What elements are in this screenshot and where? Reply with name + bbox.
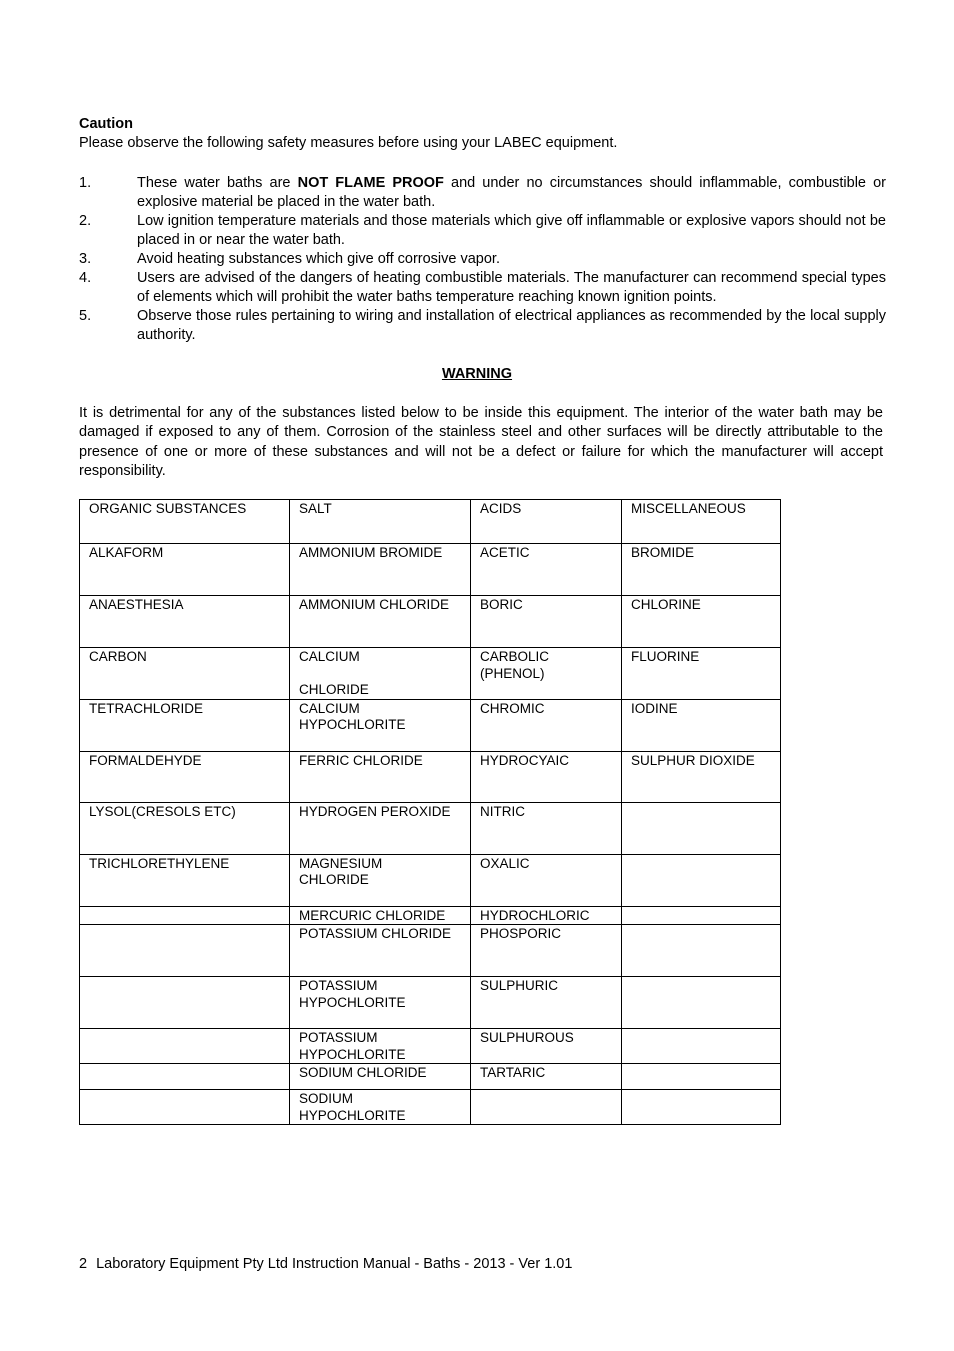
- table-row: [80, 1064, 781, 1090]
- list-item-emphasis: NOT FLAME PROOF: [297, 175, 444, 191]
- substances-table: [79, 499, 781, 1125]
- list-item: [79, 174, 886, 212]
- warning-heading: WARNING: [441, 366, 513, 382]
- caution-intro: Please observe the following safety measures before using your LABEC equipment.: [79, 135, 618, 151]
- list-item-text-part: Avoid heating substances which give off corrosive vapor.: [137, 251, 500, 267]
- table-cell: AMMONIUM CHLORIDE: [290, 596, 471, 648]
- caution-heading: Caution: [79, 116, 133, 132]
- table-cell: NITRIC: [471, 802, 622, 854]
- table-header-cell: SALT: [290, 500, 471, 544]
- table-cell: LYSOL(CRESOLS ETC): [80, 802, 290, 854]
- table-cell: [622, 1090, 781, 1125]
- table-cell: ACETIC: [471, 544, 622, 596]
- table-cell: CARBOLIC (PHENOL): [471, 648, 622, 700]
- list-item: [79, 212, 886, 250]
- table-cell: HYDROGEN PEROXIDE: [290, 802, 471, 854]
- table-cell: CHROMIC: [471, 699, 622, 751]
- table-cell: FORMALDEHYDE: [80, 751, 290, 802]
- table-cell: CALCIUM HYPOCHLORITE: [290, 699, 471, 751]
- table-cell: TETRACHLORIDE: [80, 699, 290, 751]
- table-cell: SODIUM CHLORIDE: [290, 1064, 471, 1090]
- table-row: [80, 544, 781, 596]
- table-cell: SULPHUR DIOXIDE: [622, 751, 781, 802]
- list-item: [79, 307, 886, 345]
- list-item-number: 3.: [79, 251, 92, 267]
- table-cell: CHLORINE: [622, 596, 781, 648]
- table-row: [80, 906, 781, 925]
- list-item-number: 5.: [79, 308, 92, 324]
- table-header-cell: ACIDS: [471, 500, 622, 544]
- table-cell: BROMIDE: [622, 544, 781, 596]
- footer-text: Laboratory Equipment Pty Ltd Instruction Manual - Baths - 2013 - Ver 1.01: [96, 1256, 573, 1272]
- table-row: [80, 925, 781, 977]
- page-number: 2: [79, 1256, 88, 1272]
- table-cell: [622, 802, 781, 854]
- list-item: [79, 269, 886, 307]
- list-item-number: 4.: [79, 270, 92, 286]
- table-cell: TARTARIC: [471, 1064, 622, 1090]
- table-row: [80, 751, 781, 802]
- table-cell: ALKAFORM: [80, 544, 290, 596]
- table-header-row: [80, 500, 781, 544]
- table-row: [80, 802, 781, 854]
- table-cell: HYDROCHLORIC: [471, 906, 622, 925]
- table-cell: CALCIUM CHLORIDE: [290, 648, 471, 700]
- table-row: [80, 1029, 781, 1064]
- table-cell: BORIC: [471, 596, 622, 648]
- table-cell: POTASSIUM HYPOCHLORITE: [290, 1029, 471, 1064]
- table-cell: [471, 1090, 622, 1125]
- table-cell: SODIUM HYPOCHLORITE: [290, 1090, 471, 1125]
- warning-paragraph: It is detrimental for any of the substances listed below to be inside this equipment. The interior of the water bath may be damaged if exposed to any of them. Corrosion of the stainless steel and other surfaces will be directly attributable to the presence of one or more of these substances and will not be a defect or failure for which the manufacturer will accept responsibility.: [79, 405, 883, 479]
- list-item-number: 2.: [79, 213, 92, 229]
- table-header-cell: MISCELLANEOUS: [622, 500, 781, 544]
- page-footer: [79, 1256, 572, 1272]
- table-cell: IODINE: [622, 699, 781, 751]
- list-item-number: 1.: [79, 175, 92, 191]
- table-cell: CARBON: [80, 648, 290, 700]
- table-cell: HYDROCYAIC: [471, 751, 622, 802]
- table-row: [80, 977, 781, 1029]
- list-item: [79, 250, 886, 269]
- table-cell: [80, 1064, 290, 1090]
- table-row: [80, 1090, 781, 1125]
- table-row: [80, 854, 781, 906]
- table-row: [80, 596, 781, 648]
- table-cell: [622, 977, 781, 1029]
- table-cell: [80, 977, 290, 1029]
- list-item-text-part: and under no circumstances should inflammable, combustible or explosive material be placed in the water bath.: [137, 175, 886, 210]
- table-cell: [622, 1064, 781, 1090]
- list-item-text: [137, 307, 886, 345]
- list-item-text: [137, 174, 886, 212]
- table-row: [80, 648, 781, 700]
- table-cell: SULPHUROUS: [471, 1029, 622, 1064]
- table-cell: [80, 1090, 290, 1125]
- table-cell: [622, 925, 781, 977]
- table-cell: POTASSIUM HYPOCHLORITE: [290, 977, 471, 1029]
- list-item-text: [137, 269, 886, 307]
- list-item-text-part: Observe those rules pertaining to wiring and installation of electrical appliances as recommended by the local supply authority.: [137, 308, 886, 343]
- table-cell: FERRIC CHLORIDE: [290, 751, 471, 802]
- list-item-text: [137, 212, 886, 250]
- table-row: [80, 699, 781, 751]
- table-cell: [80, 1029, 290, 1064]
- table-cell: FLUORINE: [622, 648, 781, 700]
- table-cell: MAGNESIUM CHLORIDE: [290, 854, 471, 906]
- list-item-text-part: Users are advised of the dangers of heating combustible materials. The manufacturer can recommend special types of elements which will prohibit the water baths temperature reaching known ignition points.: [137, 270, 886, 305]
- table-cell: MERCURIC CHLORIDE: [290, 906, 471, 925]
- list-item-text-part: Low ignition temperature materials and those materials which give off inflammable or explosive vapors should not be placed in or near the water bath.: [137, 213, 886, 248]
- table-cell: POTASSIUM CHLORIDE: [290, 925, 471, 977]
- table-cell: ANAESTHESIA: [80, 596, 290, 648]
- table-cell: [622, 854, 781, 906]
- list-item-text: [137, 250, 886, 269]
- table-cell: [622, 906, 781, 925]
- table-cell: OXALIC: [471, 854, 622, 906]
- safety-measures-list: [79, 174, 886, 345]
- table-cell: SULPHURIC: [471, 977, 622, 1029]
- table-cell: PHOSPORIC: [471, 925, 622, 977]
- list-item-text-part: These water baths are: [137, 175, 298, 191]
- table-header-cell: ORGANIC SUBSTANCES: [80, 500, 290, 544]
- table-cell: [80, 906, 290, 925]
- table-cell: [622, 1029, 781, 1064]
- table-cell: TRICHLORETHYLENE: [80, 854, 290, 906]
- table-cell: [80, 925, 290, 977]
- table-cell: AMMONIUM BROMIDE: [290, 544, 471, 596]
